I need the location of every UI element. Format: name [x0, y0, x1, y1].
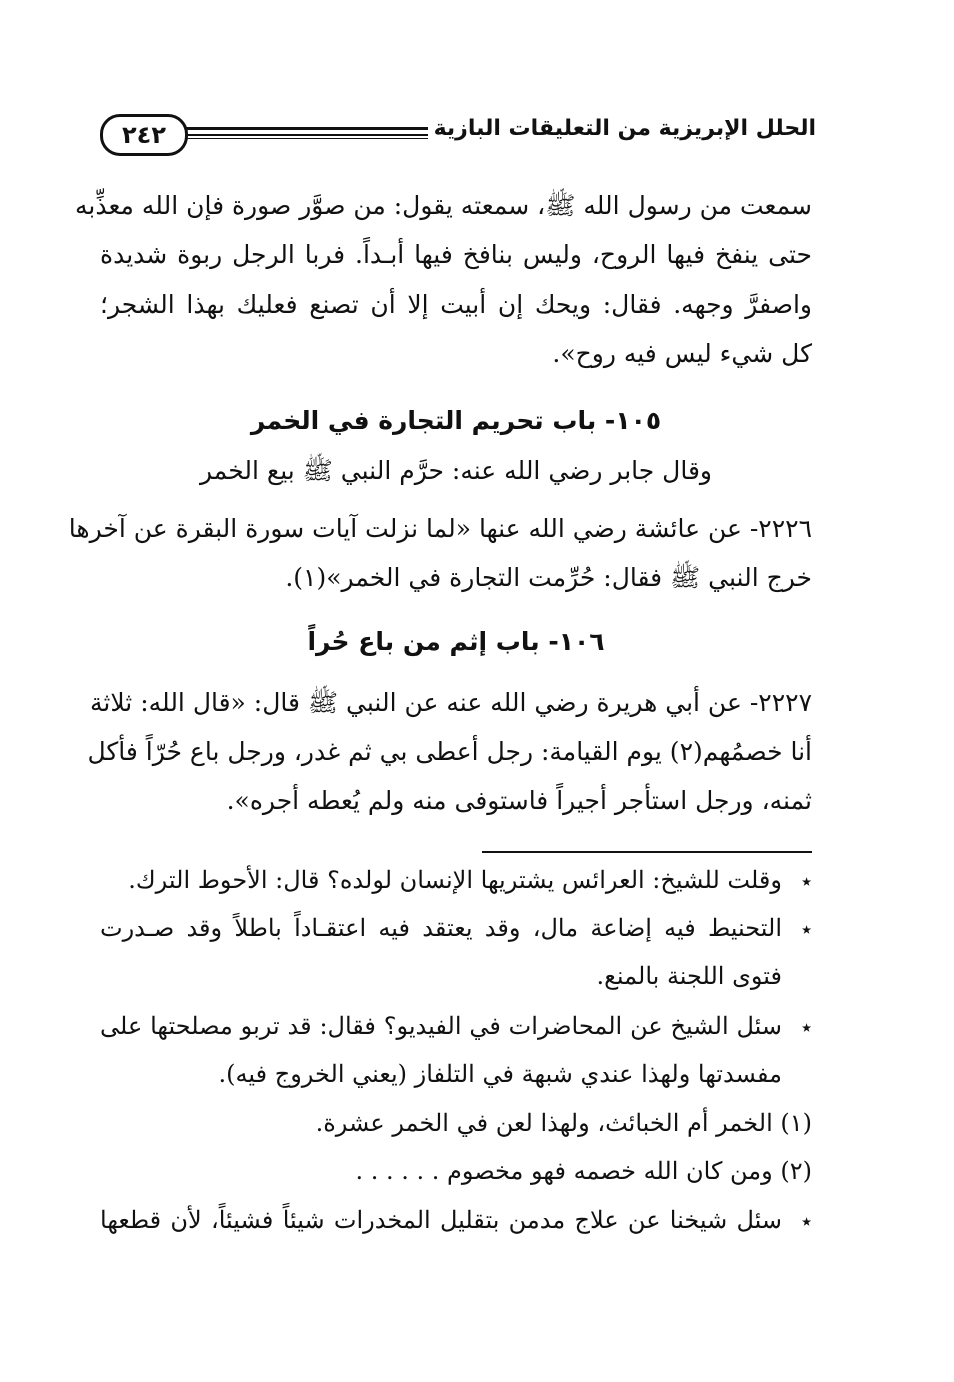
footnote-note-2-continued: فتوى اللجنة بالمنع.: [596, 962, 782, 990]
header-double-rule: [185, 127, 428, 136]
footnote-note-2: [100, 914, 812, 943]
footnote-text: التحنيط فيه إضاعة مال، وقد يعتقد فيه اعتقـاداً باطلاً وقد صـدرت: [100, 914, 782, 942]
footnote-text: سئل شيخنا عن علاج مدمن بتقليل المخدرات شيئاً فشيئاً، لأن قطعها: [100, 1206, 782, 1234]
footnote-text: سئل الشيخ عن المحاضرات في الفيديو؟ فقال: قد تربو مصلحتها على: [100, 1012, 782, 1040]
chapter-heading-106: ١٠٦- باب إثم من باع حُراً: [307, 627, 605, 656]
footnote-reference-1: (١) الخمر أم الخبائث، ولهذا لعن في الخمر عشرة.: [315, 1109, 812, 1137]
footnote-note-3-continued: مفسدتها ولهذا عندي شبهة في التلفاز (يعني الخروج فيه).: [218, 1060, 782, 1088]
footnote-separator: [482, 851, 812, 853]
star-bullet-icon: ٭: [801, 1209, 812, 1233]
chapter-subheading-105: وقال جابر رضي الله عنه: حرَّم النبي ﷺ بيع الخمر: [200, 456, 712, 485]
book-title: الحلل الإبريزية من التعليقات البازية: [433, 116, 816, 141]
star-bullet-icon: ٭: [801, 917, 812, 941]
paragraph-line: كل شيء ليس فيه روح».: [552, 339, 812, 368]
page-header: [100, 110, 816, 156]
footnote-note-1: [128, 866, 812, 895]
footnote-note-3: [100, 1012, 812, 1041]
hadith-2226-line: خرج النبي ﷺ فقال: حُرِّمت التجارة في الخمر»(١).: [285, 563, 812, 592]
hadith-2227-line: ثمنه، ورجل استأجر أجيراً فاستوفى منه ولم يُعطه أجره».: [226, 786, 812, 815]
hadith-2227-line: أنا خصمُهم(٢) يوم القيامة: رجل أعطى بي ثم غدر، ورجل باع حُرّاً فأكل: [87, 737, 812, 766]
footnote-text: وقلت للشيخ: العرائس يشتريها الإنسان لولده؟ قال: الأحوط الترك.: [128, 866, 782, 894]
hadith-2227-line: ٢٢٢٧- عن أبي هريرة رضي الله عنه عن النبي ﷺ قال: «قال الله: ثلاثة: [90, 688, 812, 717]
chapter-heading-105: ١٠٥- باب تحريم التجارة في الخمر: [250, 406, 662, 435]
star-bullet-icon: ٭: [801, 1015, 812, 1039]
paragraph-line: حتى ينفخ فيها الروح، وليس بنافخ فيها أبـداً. فربا الرجل ربوة شديدة: [100, 240, 812, 269]
footnote-note-4: [100, 1206, 812, 1235]
star-bullet-icon: ٭: [801, 869, 812, 893]
hadith-2226-line: ٢٢٢٦- عن عائشة رضي الله عنها «لما نزلت آيات سورة البقرة عن آخرها: [68, 514, 812, 543]
page-number: ٢٤٢: [100, 114, 188, 156]
paragraph-line: سمعت من رسول الله ﷺ، سمعته يقول: من صوَّر صورة فإن الله معذِّبه: [75, 191, 812, 220]
footnote-reference-2: (٢) ومن كان الله خصمه فهو مخصوم . . . . . .: [355, 1157, 812, 1185]
header-thin-rule: [185, 138, 428, 139]
paragraph-line: واصفرَّ وجهه. فقال: ويحك إن أبيت إلا أن تصنع فعليك بهذا الشجر؛: [100, 290, 812, 319]
